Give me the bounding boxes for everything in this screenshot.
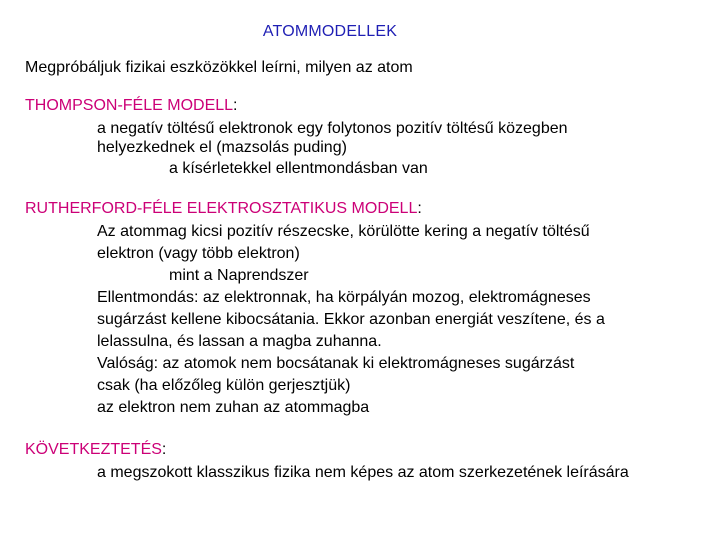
thompson-heading-colon: : xyxy=(233,97,238,114)
rutherford-line-4: Ellentmondás: az elektronnak, ha körpályán mozog, elektromágneses xyxy=(97,289,591,306)
thompson-heading xyxy=(25,96,237,116)
rutherford-line-6: lelassulna, és lassan a magba zuhanna. xyxy=(97,333,382,350)
rutherford-line-1: Az atommag kicsi pozitív részecske, körülötte kering a negatív töltésű xyxy=(97,223,590,240)
rutherford-heading-colon: : xyxy=(417,200,422,217)
intro-text: Megpróbáljuk fizikai eszközökkel leírni, milyen az atom xyxy=(25,59,413,76)
rutherford-line-8: csak (ha előzőleg külön gerjesztjük) xyxy=(97,377,351,394)
conclusion-heading-colon: : xyxy=(161,441,167,458)
thompson-line-1: a negatív töltésű elektronok egy folytonos pozitív töltésű közegben xyxy=(97,120,568,137)
thompson-heading-label: THOMPSON-FÉLE MODELL xyxy=(25,97,234,114)
conclusion-line-1: a megszokott klasszikus fizika nem képes az atom szerkezetének leírására xyxy=(97,464,629,481)
rutherford-line-9: az elektron nem zuhan az atommagba xyxy=(97,399,370,416)
conclusion-heading xyxy=(25,440,166,460)
conclusion-heading-label: KÖVETKEZTETÉS xyxy=(25,441,162,458)
rutherford-line-7: Valóság: az atomok nem bocsátanak ki elektromágneses sugárzást xyxy=(97,355,575,372)
rutherford-heading-label: RUTHERFORD-FÉLE ELEKTROSZTATIKUS MODELL xyxy=(25,200,418,217)
thompson-line-2: helyezkednek el (mazsolás puding) xyxy=(97,139,347,156)
rutherford-line-5: sugárzást kellene kibocsátania. Ekkor azonban energiát veszítene, és a xyxy=(97,311,605,328)
rutherford-heading xyxy=(25,199,422,219)
thompson-line-3: a kísérletekkel ellentmondásban van xyxy=(169,160,428,177)
rutherford-line-2: elektron (vagy több elektron) xyxy=(97,245,300,262)
page-title: ATOMMODELLEK xyxy=(262,23,398,40)
rutherford-line-3: mint a Naprendszer xyxy=(169,267,309,284)
